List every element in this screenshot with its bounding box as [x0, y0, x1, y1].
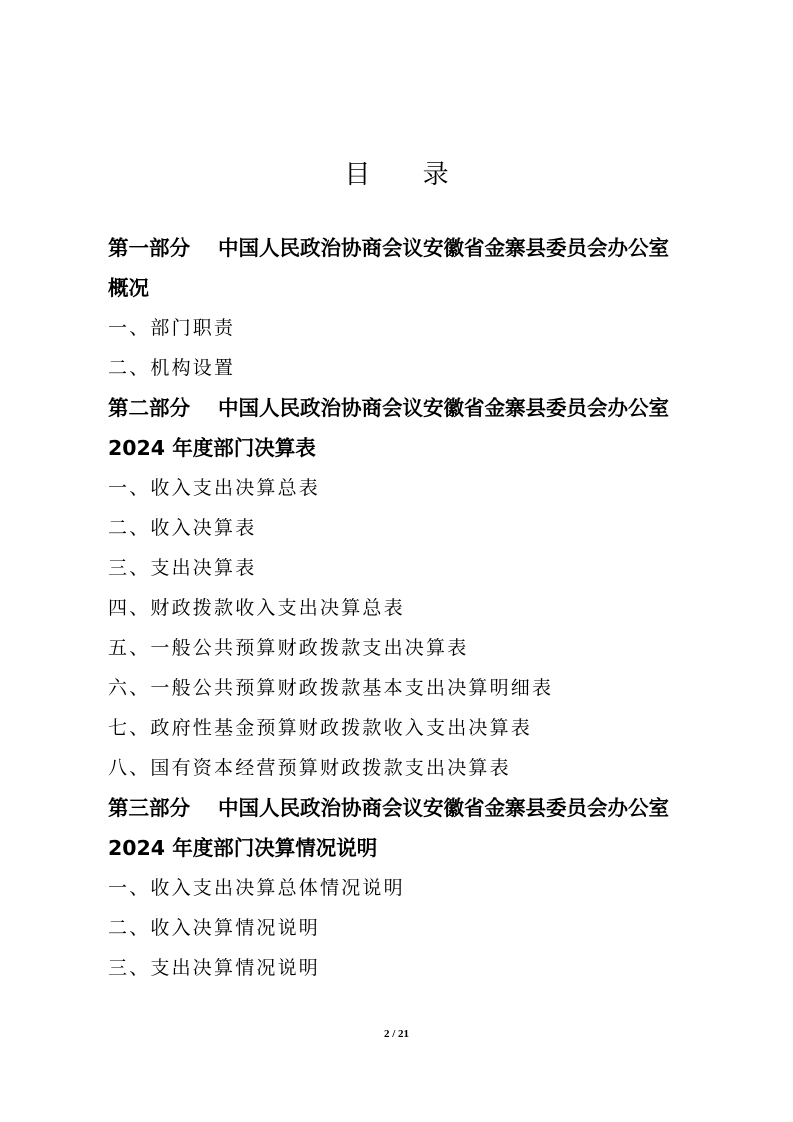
toc-item[interactable]: 二、机构设置	[108, 357, 236, 379]
toc-item[interactable]: 一、收入支出决算总表	[108, 477, 321, 499]
part-label: 第二部分	[108, 396, 190, 420]
toc-section-part-1	[108, 228, 718, 388]
section-heading-line2: 概况	[108, 276, 149, 300]
section-heading	[108, 228, 718, 268]
toc-item[interactable]: 一、部门职责	[108, 317, 236, 339]
page-title: 目 录	[344, 160, 471, 190]
toc-item[interactable]: 三、支出决算情况说明	[108, 957, 321, 979]
toc-item[interactable]: 一、收入支出决算总体情况说明	[108, 877, 405, 899]
toc-item[interactable]: 二、收入决算情况说明	[108, 917, 321, 939]
toc-section-part-3	[108, 788, 718, 988]
toc-item[interactable]: 六、一般公共预算财政拨款基本支出决算明细表	[108, 677, 554, 699]
toc-item[interactable]: 二、收入决算表	[108, 517, 257, 539]
toc-item[interactable]: 三、支出决算表	[108, 557, 257, 579]
section-heading-line1: 中国人民政治协商会议安徽省金寨县委员会办公室	[218, 396, 669, 420]
section-heading-line1: 中国人民政治协商会议安徽省金寨县委员会办公室	[218, 796, 669, 820]
table-of-contents	[108, 228, 718, 988]
section-heading-line2: 2024 年度部门决算情况说明	[108, 836, 378, 860]
toc-item[interactable]: 四、财政拨款收入支出决算总表	[108, 597, 405, 619]
section-heading	[108, 388, 718, 428]
part-label: 第三部分	[108, 796, 190, 820]
section-heading-line1: 中国人民政治协商会议安徽省金寨县委员会办公室	[218, 236, 669, 260]
toc-section-part-2	[108, 388, 718, 788]
toc-item[interactable]: 八、国有资本经营预算财政拨款支出决算表	[108, 757, 511, 779]
toc-item[interactable]: 七、政府性基金预算财政拨款收入支出决算表	[108, 717, 533, 739]
section-heading-line2: 2024 年度部门决算表	[108, 436, 316, 460]
page-number: 2 / 21	[383, 1028, 410, 1040]
toc-item[interactable]: 五、一般公共预算财政拨款支出决算表	[108, 637, 469, 659]
section-heading	[108, 788, 718, 828]
part-label: 第一部分	[108, 236, 190, 260]
